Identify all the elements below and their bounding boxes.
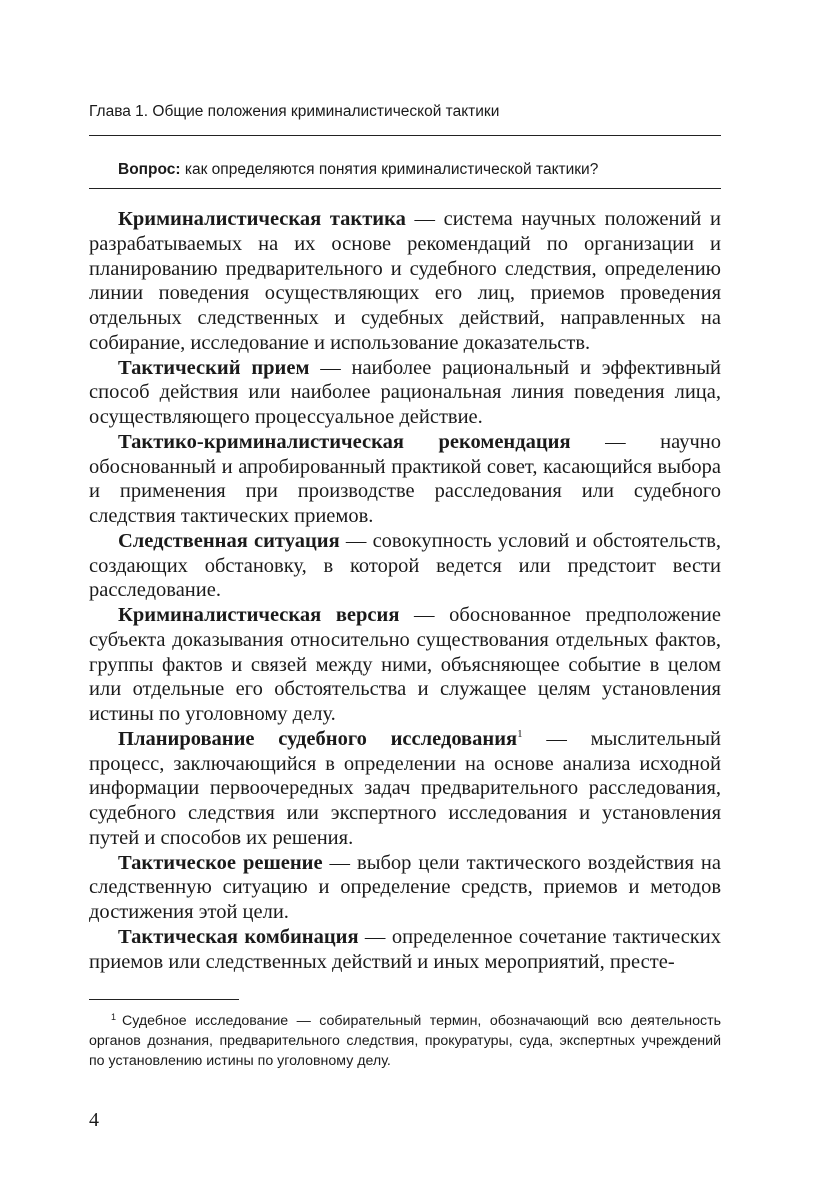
- definition-paragraph: [89, 603, 721, 727]
- definition-paragraph: [89, 925, 721, 975]
- definition-text: — выбор цели тактического воздействия на следственную ситуацию и определение средств, приемов и методов достижения этой цели.: [89, 851, 721, 923]
- definition-paragraph: [89, 356, 721, 430]
- definition-text: — обоснованное предположение субъекта доказывания относительно существования отдельных фактов, группы фактов и связей между ними, объясняющее событие в целом или отдельные его обстоятельства и служащее целям установления истины по уголовному делу.: [89, 604, 721, 725]
- page-number: 4: [89, 1109, 99, 1131]
- definition-paragraph: [89, 207, 721, 356]
- question-line: [118, 159, 721, 181]
- running-header: Глава 1. Общие положения криминалистической тактики: [89, 103, 500, 120]
- definition-text: — совокупность условий и обстоятельств, создающих обстановку, в которой ведется или предстоит вести расследование.: [89, 529, 722, 602]
- question-text: как определяются понятия криминалистической тактики?: [180, 161, 599, 178]
- footnote-rule: [89, 999, 239, 1000]
- footnote-reference[interactable]: 1: [517, 727, 523, 740]
- footnote-paragraph: [89, 1011, 721, 1071]
- definition-term: Тактико-криминалистическая рекомендация: [118, 430, 571, 453]
- definition-text: — наиболее рациональный и эффективный способ действия или наиболее рациональная линия поведения лица, осуществляющего процессуальное действие.: [89, 356, 721, 428]
- definition-text: — определенное сочетание тактических приемов или следственных действий и иных мероприятий, престе-: [89, 925, 721, 973]
- definition-term: Следственная ситуация: [118, 529, 340, 552]
- footnote: [89, 1011, 721, 1071]
- footnote-marker: 1: [111, 1012, 117, 1022]
- footnote-text: Судебное исследование — собирательный термин, обозначающий всю деятельность органов дознания, предварительного следствия, прокуратуры, суда, экспертных учреждений по установлению истины по уголовному делу.: [89, 1013, 721, 1069]
- definition-term: Криминалистическая тактика: [118, 208, 406, 230]
- definition-text: — система научных положений и разрабатываемых на их основе рекомендаций по организации и планированию предварительного и судебного следствия, определению линии поведения осуществляющих его лиц, приемов проведения отдельных следственных и судебных действий, направленных на собирание, исследование и использование доказательств.: [89, 208, 721, 354]
- question-rule: [89, 188, 721, 189]
- definition-term: Тактическая комбинация: [118, 925, 359, 948]
- definition-term: Планирование судебного исследования: [118, 727, 518, 750]
- question-label: Вопрос:: [118, 161, 181, 178]
- definition-paragraph: [89, 727, 721, 851]
- definition-paragraph: [89, 529, 721, 603]
- definition-term: Тактический прием: [118, 356, 310, 379]
- definition-text: — научно обоснованный и апробированный практикой совет, касающийся выбора и применения при производстве расследования или судебного следствия тактических приемов.: [89, 430, 721, 527]
- definition-term: Тактическое решение: [118, 851, 323, 874]
- definition-term: Криминалистическая версия: [118, 604, 400, 626]
- header-rule: [89, 135, 721, 136]
- definitions-body: [89, 207, 721, 974]
- definition-paragraph: [89, 430, 721, 529]
- definition-text: — мыслительный процесс, заключающийся в определении на основе анализа исходной информации первоочередных задач предварительного расследования, судебного следствия или экспертного исследования и установления путей и способов их решения.: [89, 727, 721, 849]
- definition-paragraph: [89, 851, 721, 925]
